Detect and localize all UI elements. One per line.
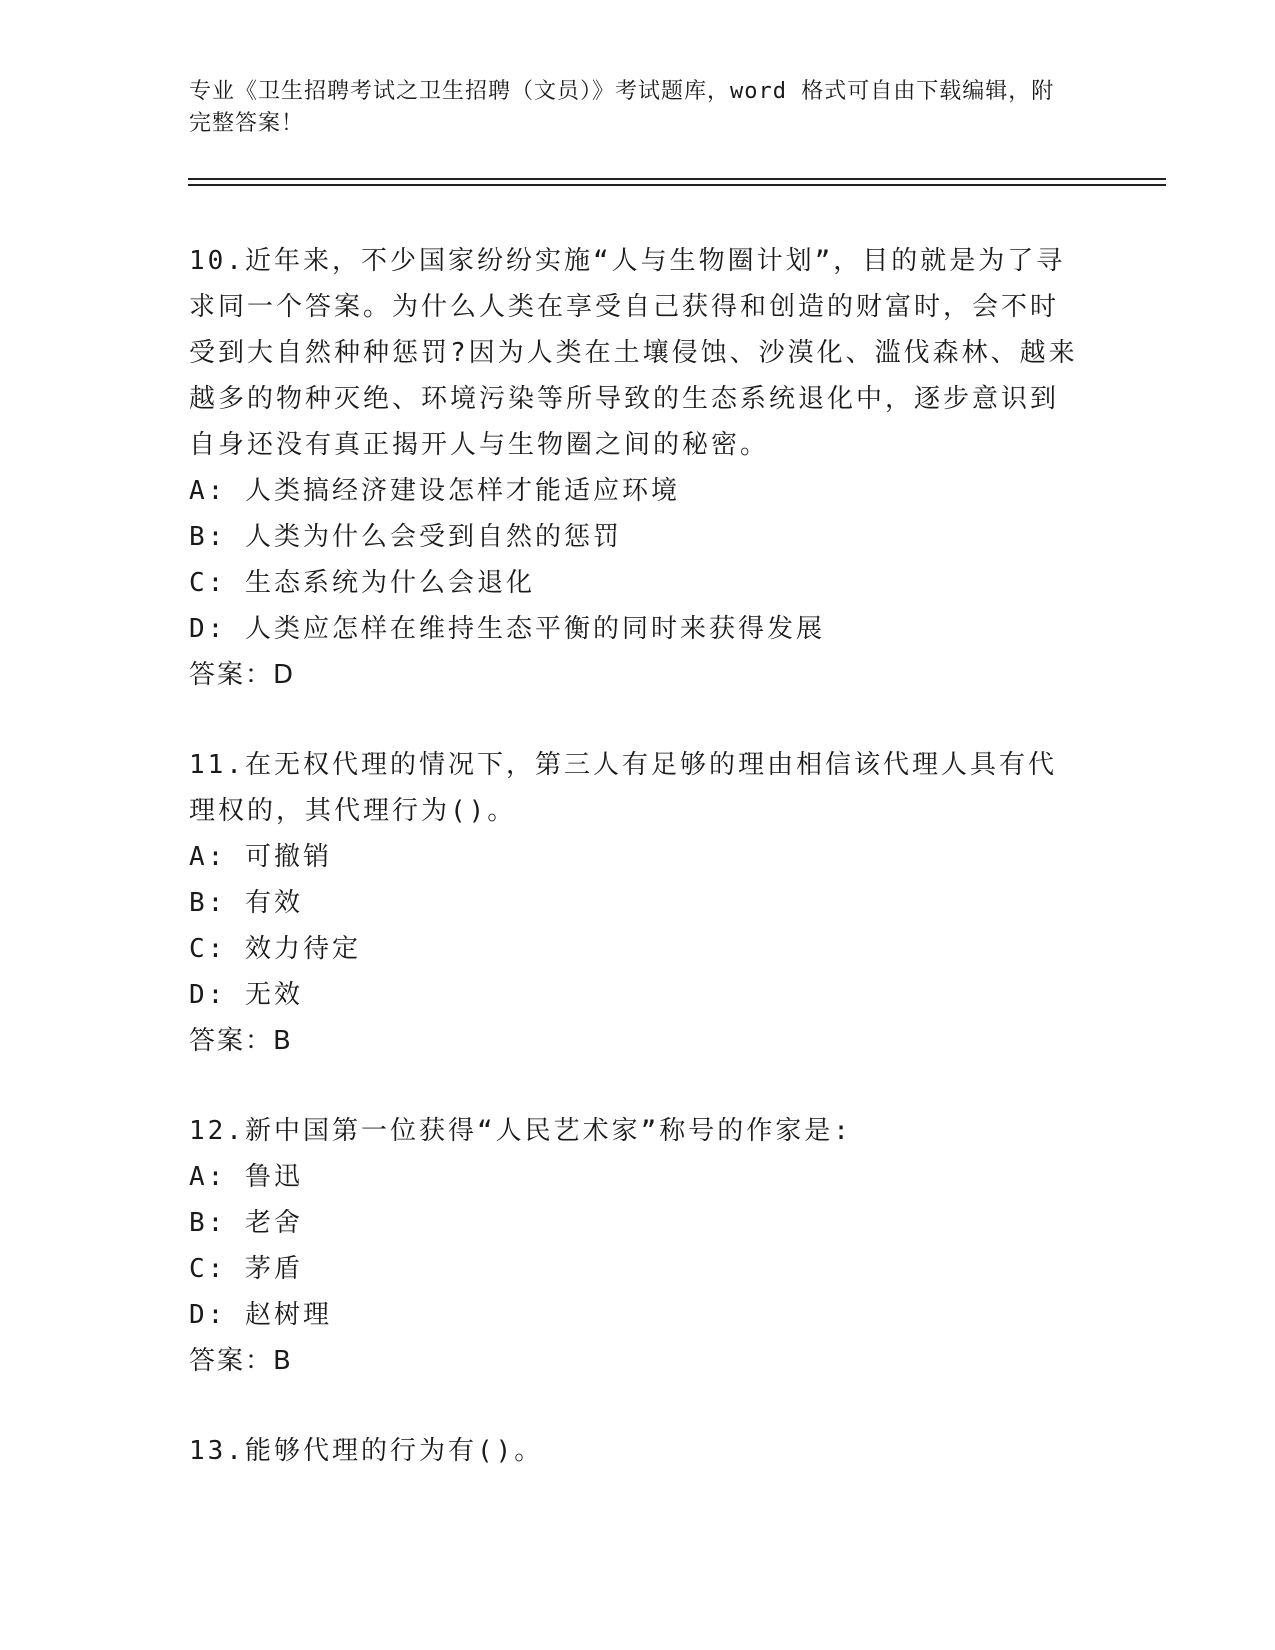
- option-c: C: 效力待定: [189, 934, 361, 964]
- question-text: 13.能够代理的行为有()。: [189, 1436, 544, 1466]
- answer-label: 答案：B: [189, 1346, 293, 1376]
- option-b: B: 老舍: [189, 1208, 303, 1238]
- question-10: [189, 238, 1089, 698]
- option-a: A: 人类搞经济建设怎样才能适应环境: [189, 476, 680, 506]
- header-divider-top: [188, 178, 1166, 180]
- option-c: C: 茅盾: [189, 1254, 303, 1284]
- header-divider-bottom: [188, 184, 1166, 186]
- question-11: [189, 742, 1089, 1064]
- option-a: A: 鲁迅: [189, 1162, 303, 1192]
- question-12: [189, 1108, 1089, 1384]
- question-list: [189, 238, 1089, 1518]
- option-d: D: 人类应怎样在维持生态平衡的同时来获得发展: [189, 614, 825, 644]
- option-d: D: 赵树理: [189, 1300, 332, 1330]
- question-13: [189, 1428, 1089, 1474]
- question-text: 11.在无权代理的情况下，第三人有足够的理由相信该代理人具有代理权的，其代理行为()。: [189, 750, 1057, 826]
- answer-label: 答案：D: [189, 660, 296, 690]
- question-text: 12.新中国第一位获得“人民艺术家”称号的作家是:: [189, 1116, 852, 1146]
- option-d: D: 无效: [189, 980, 303, 1010]
- option-c: C: 生态系统为什么会退化: [189, 568, 535, 598]
- question-text: 10.近年来，不少国家纷纷实施“人与生物圈计划”，目的就是为了寻求同一个答案。为什么人类在享受自己获得和创造的财富时，会不时受到大自然种种惩罚?因为人类在土壤侵蚀、沙漠化、滥伐森林、越来越多的物种灭绝、环境污染等所导致的生态系统退化中，逐步意识到自身还没有真正揭开人与生物圈之间的秘密。: [189, 246, 1078, 460]
- option-b: B: 有效: [189, 888, 303, 918]
- document-header: 专业《卫生招聘考试之卫生招聘（文员）》考试题库，word 格式可自由下载编辑，附完整答案！: [189, 79, 1055, 136]
- option-b: B: 人类为什么会受到自然的惩罚: [189, 522, 622, 552]
- option-a: A: 可撤销: [189, 842, 332, 872]
- answer-label: 答案：B: [189, 1026, 293, 1056]
